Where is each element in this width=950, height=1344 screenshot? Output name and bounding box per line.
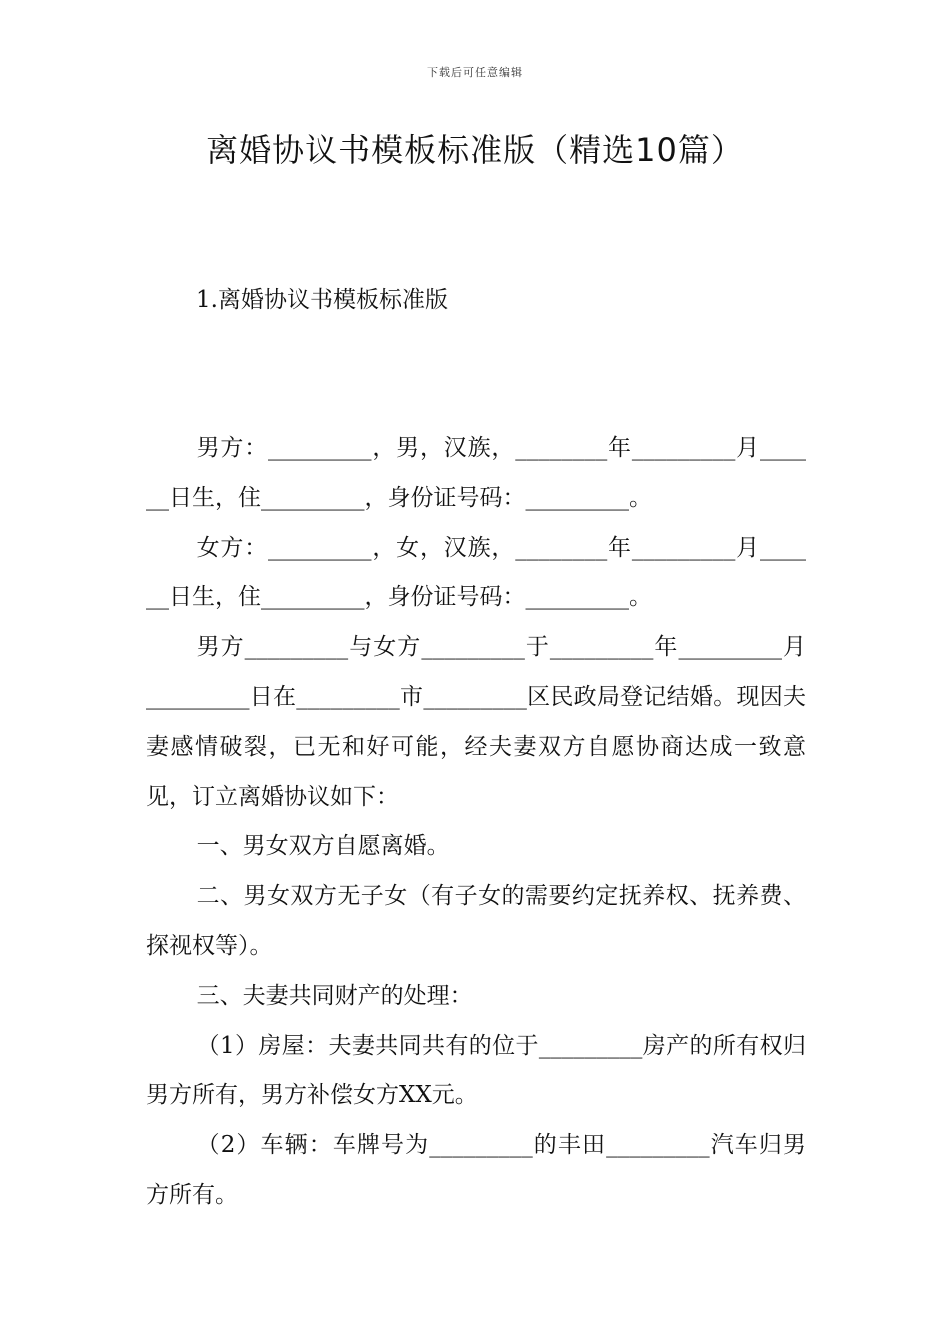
clause-vehicle: （2）车辆：车牌号为_________的丰田_________汽车归男方所有。 <box>146 1132 806 1208</box>
agreement-body <box>146 424 806 1221</box>
clause-children: 二、男女双方无子女（有子女的需要约定抚养权、抚养费、探视权等）。 <box>146 883 806 959</box>
document-title: 离婚协议书模板标准版（精选10篇） <box>206 131 744 169</box>
clause-voluntary-divorce: 一、男女双方自愿离婚。 <box>196 833 450 860</box>
clause-property-heading: 三、夫妻共同财产的处理： <box>196 982 473 1009</box>
section-heading: 1.离婚协议书模板标准版 <box>196 287 448 313</box>
clause-house: （1）房屋：夫妻共同共有的位于_________房产的所有权归男方所有，男方补偿女方XX元。 <box>146 1032 806 1109</box>
paragraph-male-party: 男方：_________，男，汉族，________年_________月______日生，住_________，身份证号码：_________。 <box>146 435 806 511</box>
paragraph-marriage-registration: 男方_________与女方_________于_________年_________月_________日在_________市_________区民政局登记结婚。现因夫妻感情破裂，已无和好可能，经夫妻双方自愿协商达成一致意见，订立离婚协议如下： <box>146 634 806 810</box>
paragraph-female-party: 女方：_________，女，汉族，________年_________月______日生，住_________，身份证号码：_________。 <box>146 534 806 611</box>
editable-note: 下载后可任意编辑 <box>427 66 523 79</box>
